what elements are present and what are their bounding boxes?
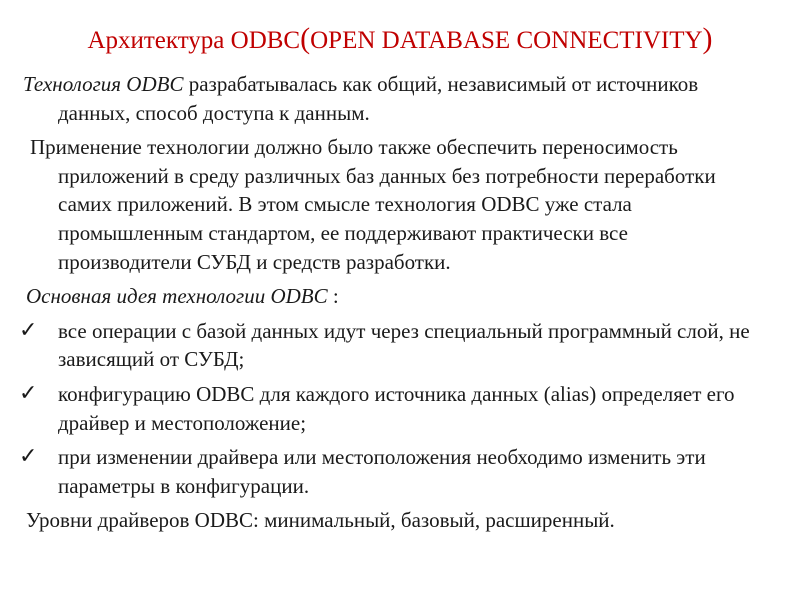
odbc-intro-lead: Технология ODBC — [23, 72, 184, 96]
bullet-text: при изменении драйвера или местоположения необходимо изменить эти параметры в конфигурации. — [58, 445, 706, 498]
slide-body — [0, 70, 800, 541]
driver-levels-line: Уровни драйверов ODBC: минимальный, базовый, расширенный. — [26, 508, 615, 533]
bullet-item — [0, 317, 800, 374]
paragraph-portability — [0, 133, 800, 276]
bullet-item — [0, 380, 800, 437]
main-idea-heading — [0, 282, 800, 311]
bullet-text: все операции с базой данных идут через специальный программный слой, не зависящий от СУБД; — [58, 318, 750, 372]
slide-title — [0, 22, 800, 56]
portability-text: Применение технологии должно было также обеспечить переносимость приложений в среду различных баз данных без потребности переработки самих приложений. В этом смысле технология ODBC уже стала промышленным стандартом, ее поддерживают практически все производители СУБД и средств разработки. — [30, 135, 716, 274]
checkmark-icon: ✓ — [19, 380, 38, 406]
paragraph-odbc-intro — [0, 70, 800, 127]
title-close-paren: ) — [702, 22, 713, 55]
bullet-text: конфигурацию ODBC для каждого источника данных (alias) определяет его драйвер и местоположение; — [58, 381, 735, 435]
title-main: Архитектура ODBC — [87, 27, 301, 54]
bullet-item — [0, 443, 800, 500]
title-inner: OPEN DATABASE CONNECTIVITY — [310, 27, 703, 54]
main-idea-colon: : — [327, 284, 339, 309]
odbc-intro-text: разрабатывалась как общий, независимый от источников данных, способ доступа к данным. — [58, 72, 699, 125]
checkmark-icon: ✓ — [19, 317, 38, 343]
checkmark-icon: ✓ — [19, 444, 38, 470]
title-open-paren: ( — [300, 22, 311, 55]
main-idea-lead: Основная идея технологии ODBC — [26, 284, 328, 309]
